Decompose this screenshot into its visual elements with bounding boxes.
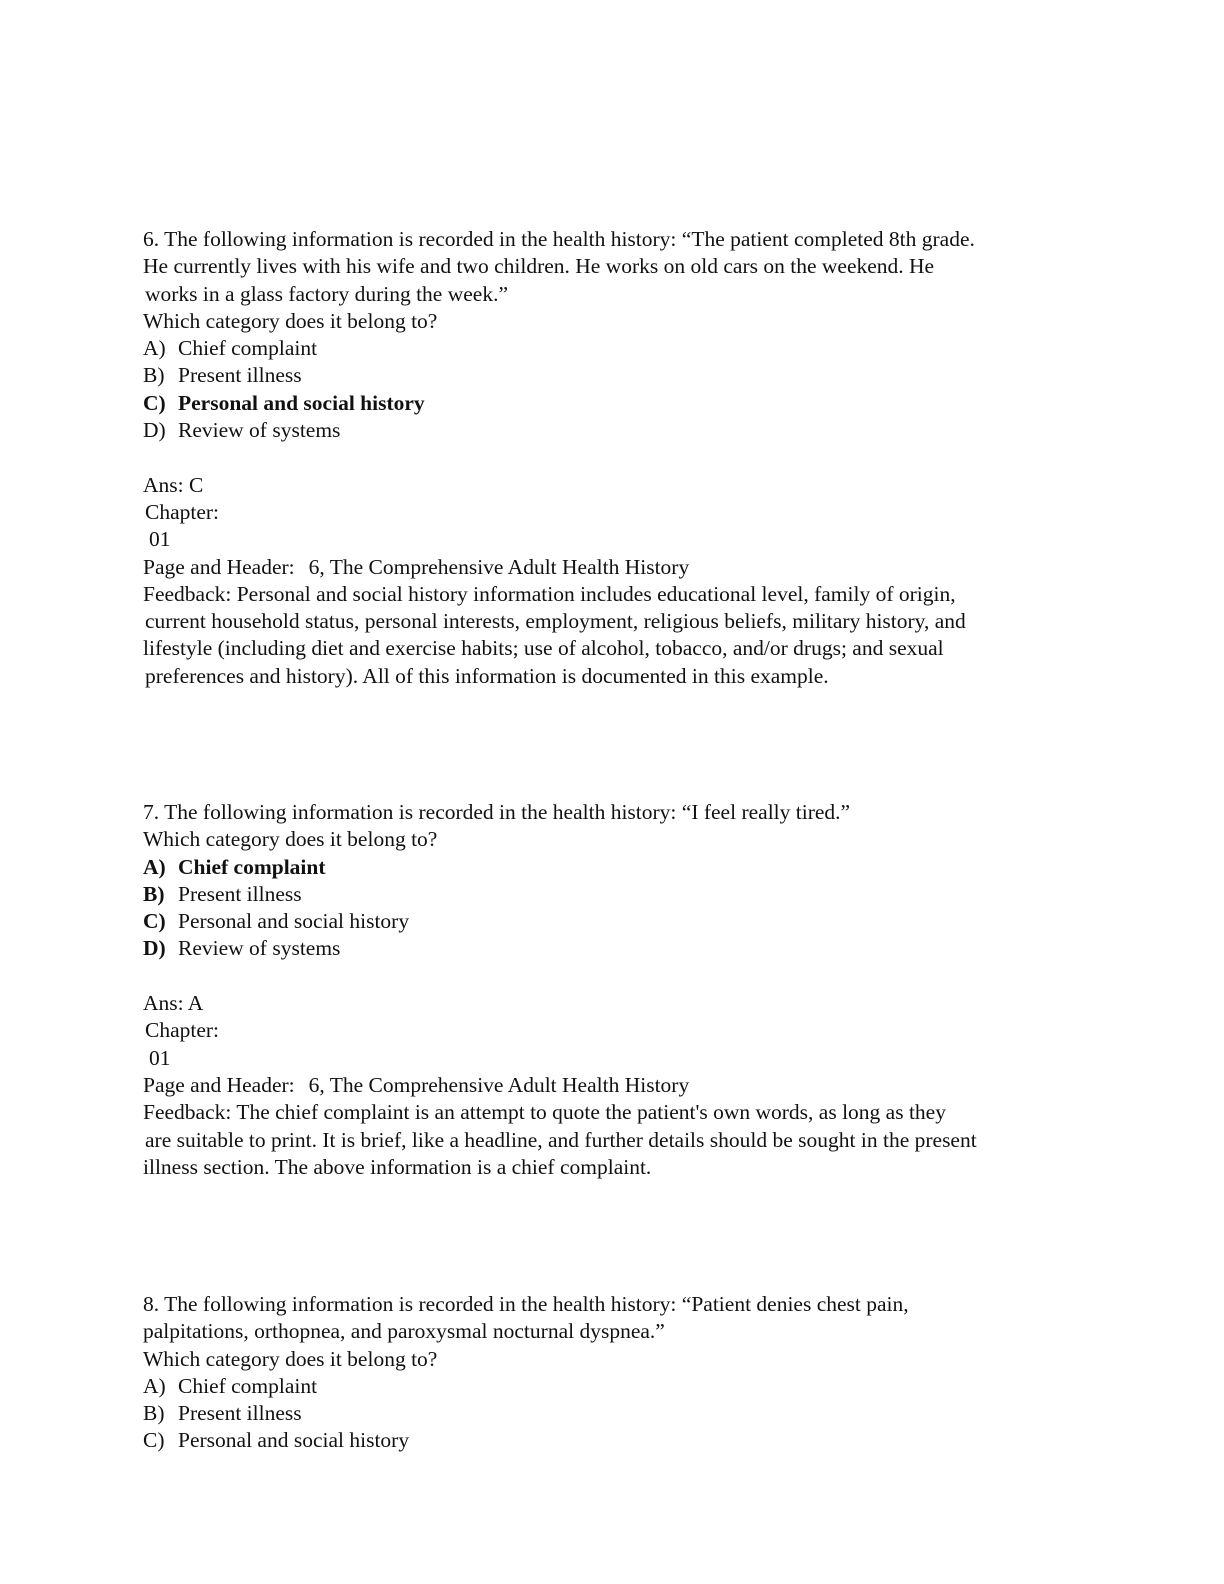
option-d (143, 417, 1083, 444)
question-stem-line: 7. The following information is recorded in the health history: “I feel really tired.” (143, 800, 851, 824)
question-stem-line: 6. The following information is recorded in the health history: “The patient completed 8th grade. (143, 227, 975, 251)
option-letter: B) (143, 363, 165, 388)
question-stem-line: palpitations, orthopnea, and paroxysmal nocturnal dyspnea.” (143, 1319, 665, 1344)
page-header-line (143, 1072, 1083, 1099)
option-letter: B) (143, 1401, 165, 1426)
option-b (143, 881, 1083, 908)
option-letter: D) (143, 936, 166, 961)
question-prompt: Which category does it belong to? (143, 1346, 438, 1371)
chapter-value: 01 (149, 527, 171, 552)
option-text: Present illness (178, 363, 302, 388)
question-8 (143, 1291, 1083, 1455)
question-prompt: Which category does it belong to? (143, 827, 438, 852)
option-d (143, 935, 1083, 962)
spacer (143, 444, 1083, 471)
option-letter: A) (143, 336, 166, 361)
question-stem-line: works in a glass factory during the week.” (145, 281, 509, 306)
chapter-label: Chapter: (145, 499, 220, 524)
option-c-correct (143, 390, 1083, 417)
question-6 (143, 226, 1083, 690)
feedback-line: Feedback: Personal and social history information includes educational level, family of origin, (143, 581, 956, 606)
option-text: Review of systems (178, 936, 341, 961)
option-text: Present illness (178, 1401, 302, 1426)
question-prompt: Which category does it belong to? (143, 308, 438, 333)
feedback-line: preferences and history). All of this information is documented in this example. (145, 663, 829, 688)
question-stem-line: 8. The following information is recorded in the health history: “Patient denies chest pain, (143, 1292, 909, 1316)
question-stem-line: He currently lives with his wife and two children. He works on old cars on the weekend. He (143, 254, 935, 279)
feedback-line: Feedback: The chief complaint is an attempt to quote the patient's own words, as long as they (143, 1100, 946, 1125)
option-text: Chief complaint (178, 1373, 318, 1398)
page-header-line (143, 554, 1083, 581)
option-a (143, 1373, 1083, 1400)
option-text: Review of systems (178, 418, 341, 443)
option-letter: C) (143, 390, 166, 415)
page-header-value: 6, The Comprehensive Adult Health History (308, 1072, 690, 1097)
option-a-correct (143, 854, 1083, 881)
chapter-value: 01 (149, 1045, 171, 1070)
chapter-label: Chapter: (145, 1018, 220, 1043)
page-header-label: Page and Header: (143, 1072, 295, 1097)
option-letter: B) (143, 881, 165, 906)
option-text: Personal and social history (178, 390, 425, 415)
page-header-label: Page and Header: (143, 554, 295, 579)
option-c (143, 1427, 1083, 1454)
option-text: Personal and social history (178, 909, 410, 934)
option-text: Personal and social history (178, 1428, 410, 1453)
option-letter: C) (143, 1428, 165, 1453)
page-header-value: 6, The Comprehensive Adult Health History (308, 554, 690, 579)
option-c (143, 908, 1083, 935)
question-7 (143, 799, 1083, 1181)
answer-line: Ans: A (143, 991, 204, 1016)
option-letter: A) (143, 1373, 166, 1398)
option-b (143, 1400, 1083, 1427)
answer-line: Ans: C (143, 472, 204, 497)
spacer (143, 963, 1083, 990)
option-a (143, 335, 1083, 362)
option-letter: C) (143, 909, 166, 934)
feedback-line: lifestyle (including diet and exercise habits; use of alcohol, tobacco, and/or drugs; and sexual (143, 636, 944, 661)
option-text: Chief complaint (178, 336, 318, 361)
option-letter: D) (143, 418, 166, 443)
feedback-line: current household status, personal interests, employment, religious beliefs, military history, and (145, 609, 966, 634)
feedback-line: illness section. The above information is a chief complaint. (143, 1154, 652, 1179)
option-text: Present illness (178, 881, 302, 906)
option-letter: A) (143, 854, 166, 879)
feedback-line: are suitable to print. It is brief, like a headline, and further details should be sought in the present (145, 1127, 977, 1152)
option-text: Chief complaint (178, 854, 326, 879)
option-b (143, 362, 1083, 389)
